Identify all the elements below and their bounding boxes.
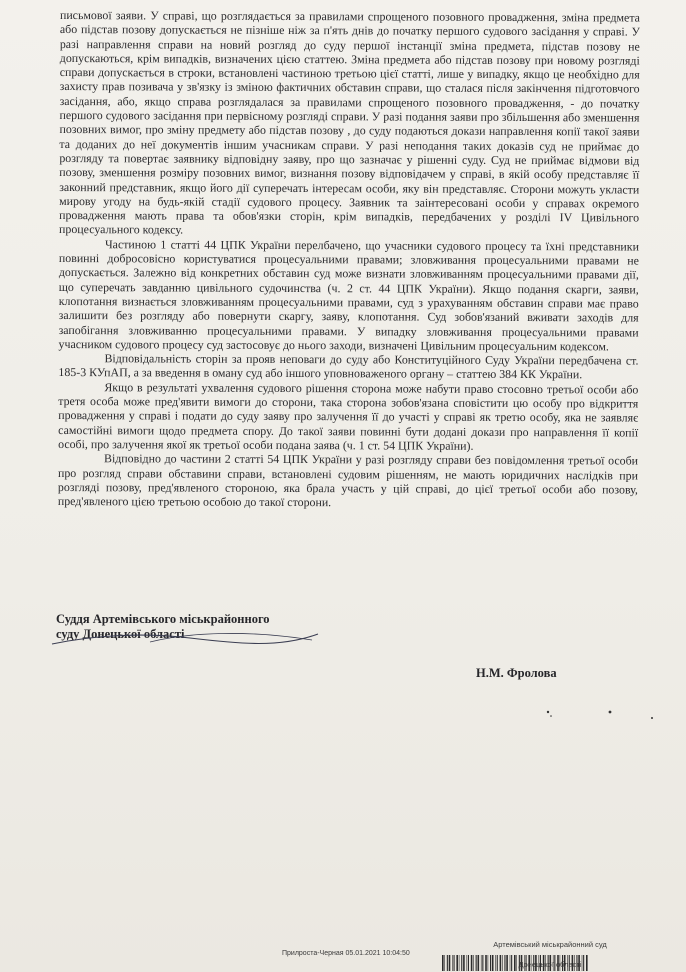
paragraph-4: Якщо в результаті ухвалення судового рішення сторона може набути право стосовно третьої особи або третя особа може пред'явити вимоги до сторони, така сторона зобов'язана сповістити цю особу про відкриття провадження у справі і подати до суду заяву про залучення її до участі у справі як третю особу, яка не заявляє самостійні вимоги щодо предмета спору. До такої заяви повинні бути додані докази про направлення її копії особі, про залучення якої як третьої особи подана заява (ч. 1 ст. 54 ЦПК України). [58,379,639,453]
handwritten-signature-stroke [50,630,320,650]
document-body [58,8,640,511]
signature-block [56,612,376,642]
court-footer [470,940,630,949]
paragraph-2: Частиною 1 статті 44 ЦПК України перелбачено, що учасники судового процесу та їхні представники повинні добросовісно користуватися процесуальними правами; зловживання процесуальними правами не допускається. Залежно від конкретних обставин суд може визнати зловживанням процесуальними правами дії, що суперечать завданню цивільного судочинства (ч. 2 ст. 44 ЦПК України). Якщо подання скарги, заяви, клопотання визнається зловживанням процесуальними правами, суд з урахуванням обставин справи має право залишити без розгляду або повернути скаргу, заяву, клопотання. Суд зобов'язаний вживати заходів для запобігання зловживанню процесуальними правами. У випадку зловживання процесуальними правами учасником судового процесу суд застосовує до нього заходи, визначені Цивільним процесуальним кодексом. [58,236,639,354]
paragraph-3: Відповідальність сторін за прояв неповаги до суду або Конституційного Суду України передбачена ст. 185-3 КУпАП, а за введення в оману суд або іншого уповноваженого органу – статтею 384 КК України. [58,351,639,382]
paragraph-5: Відповідно до частини 2 статті 54 ЦПК України у разі розгляду справи без повідомлення третьої особи про розгляд справи обставини справи, встановлені судовим рішенням, не мають юридичних наслідків при розгляді позову, пред'явленого стороною, яка брала участь у цій справі, до цієї третьої особи або позову, пред'явленого цією третьою особою до такої сторони. [57,451,639,510]
judge-name: Н.М. Фролова [476,666,557,680]
signature-title-line-1: Суддя Артемівського міськрайонного [56,612,270,626]
signature-title-line-2: суду Донецької області [56,627,185,641]
paragraph-1: письмової заяви. У справі, що розглядається за правилами спрощеного позовного провадження, зміна предмета або підстав позову допускається не пізніше ніж за п'ять днів до початку першого судового засідання у справі. У разі направлення справи на новий розгляд до суду першої інстанції зміна предмета, підстав позову не допускаються, крім випадків, визначених цією статтею. Зміна предмета або підстав позову при новому розгляді справи допускається в строки, встановлені частиною третьою цієї статті, лише у випадку, якщо це необхідно для захисту прав позивача у зв'язку із зміною фактичних обставин справи, що сталася після закінчення підготовчого засідання, або, якщо справа розглядалася за правилами спрощеного позовного провадження, - до початку першого судового засідання при первісному розгляді справи. У разі подання заяви про збільшення або зменшення позовних вимог, про зміну предмету або підстав позову , до суду подаються докази направлення копії такої заяви та доданих до неї документів іншим учасникам справи. У разі неподання таких доказів суд не приймає до розгляду та повертає заявнику відповідну заяву, про що зазначає у рішенні суду. Суд не приймає відмови від позову, зменшення розміру позовних вимог, визнання позову відповідачем у справі, в якій особу представляє її законний представник, якщо його дії суперечать інтересам особи, яку він представляє. Сторони можуть укласти мирову угоду на будь-якій стадії судового процесу. Заявник та заінтересовані особи у справах окремого провадження мають права та обов'язки сторін, крім випадків, передбачених у розділі IV Цивільного процесуального кодексу. [59,8,640,237]
registration-stamp: Прилроста-Черная 05.01.2021 10:04:50 [282,950,410,957]
court-footer-line-2: Донецької області [518,960,582,969]
court-footer-line-1: Артемівський міськрайонний суд [493,940,607,949]
